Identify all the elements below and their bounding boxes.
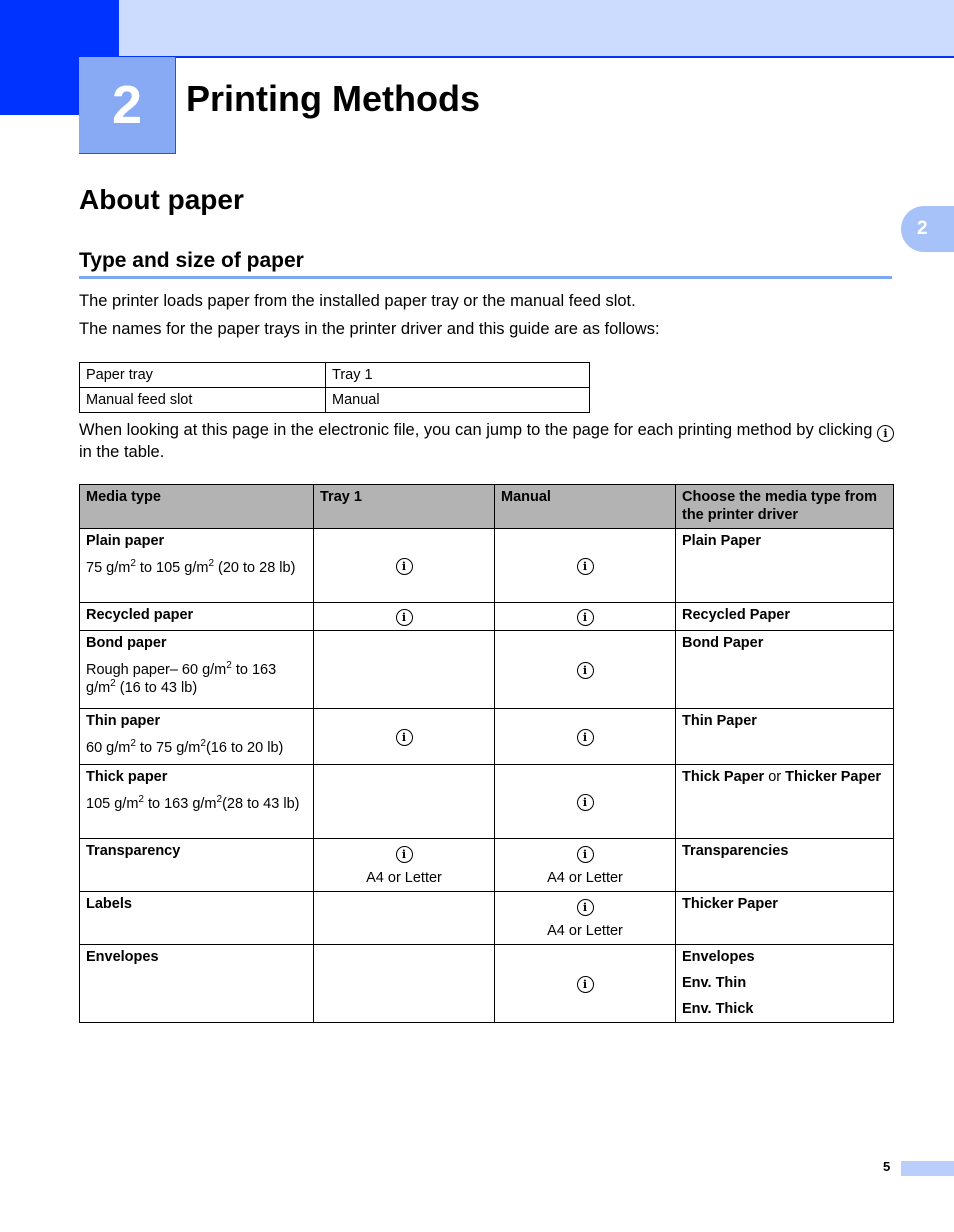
tray-name-cell: Manual feed slot [80, 388, 326, 413]
info-icon[interactable]: i [577, 558, 594, 575]
info-icon[interactable]: i [577, 662, 594, 679]
driver-media-type: Bond Paper [682, 635, 764, 651]
col-header-manual: Manual [495, 485, 676, 529]
driver-cell [676, 709, 894, 765]
chapter-side-tab[interactable]: 2 [901, 206, 954, 252]
info-icon[interactable]: i [577, 729, 594, 746]
driver-media-type: Transparencies [682, 843, 789, 859]
driver-media-type: Thick Paper [682, 769, 765, 785]
driver-or-text: or [764, 769, 786, 785]
tray1-cell [314, 839, 495, 892]
paragraph-tray-names: The names for the paper trays in the printer driver and this guide are as follows: [79, 320, 660, 338]
chapter-title: Printing Methods [186, 78, 480, 119]
info-icon[interactable]: i [577, 976, 594, 993]
media-type-weight: 75 $g/m^2$ to 105 $g/m^2$ (20 to 28 lb) [86, 558, 296, 576]
driver-cell [676, 603, 894, 631]
table-row [80, 363, 590, 388]
footer-bar [901, 1161, 954, 1176]
driver-media-type-thick: Env. Thick [682, 1001, 754, 1017]
table-row [80, 839, 894, 892]
media-type-cell [80, 765, 314, 839]
table-row [80, 388, 590, 413]
table-row [80, 765, 894, 839]
tray1-cell [314, 603, 495, 631]
driver-cell [676, 529, 894, 603]
media-type-cell [80, 529, 314, 603]
driver-cell [676, 892, 894, 945]
driver-cell [676, 631, 894, 709]
col-header-tray1: Tray 1 [314, 485, 495, 529]
media-type-cell [80, 603, 314, 631]
info-icon[interactable]: i [577, 794, 594, 811]
col-header-driver: Choose the media type from the printer driver [676, 485, 894, 529]
tray1-cell [314, 765, 495, 839]
table-row [80, 892, 894, 945]
driver-media-type-alt: Thicker Paper [785, 769, 882, 785]
col-header-media-type: Media type [80, 485, 314, 529]
media-type-weight: 105 $g/m^2$ to 163 $g/m^2(28$ to 43 lb) [86, 794, 300, 812]
media-type-cell [80, 945, 314, 1023]
manual-cell [495, 631, 676, 709]
table-row [80, 709, 894, 765]
tray1-cell [314, 709, 495, 765]
size-note: A4 or Letter [366, 870, 442, 886]
tray-name-cell: Paper tray [80, 363, 326, 388]
driver-media-type: Envelopes [682, 949, 755, 965]
jump-hint-text-end: in the table. [79, 443, 165, 461]
page-number: 5 [883, 1159, 891, 1174]
driver-media-type: Thin Paper [682, 713, 757, 729]
manual-cell [495, 529, 676, 603]
media-type-cell [80, 709, 314, 765]
driver-media-type: Plain Paper [682, 533, 761, 549]
table-header-row [80, 485, 894, 529]
media-type-table [79, 484, 894, 1023]
media-type-name: Bond paper [86, 635, 167, 651]
tray-value-cell: Tray 1 [326, 363, 590, 388]
paragraph-jump-hint [79, 420, 894, 462]
table-row [80, 603, 894, 631]
manual-cell [495, 945, 676, 1023]
media-type-name: Plain paper [86, 533, 165, 549]
jump-hint-text: When looking at this page in the electronic file, you can jump to the page for each printing method by clicking [79, 421, 873, 439]
media-type-name: Thick paper [86, 769, 168, 785]
tray-value-cell: Manual [326, 388, 590, 413]
size-note: A4 or Letter [547, 923, 623, 939]
manual-cell [495, 709, 676, 765]
media-type-name: Recycled paper [86, 607, 194, 623]
header-band [0, 0, 954, 56]
manual-cell [495, 892, 676, 945]
tray1-cell [314, 892, 495, 945]
media-type-name: Labels [86, 896, 132, 912]
subsection-title: Type and size of paper [79, 249, 304, 272]
media-type-name: Transparency [86, 843, 181, 859]
tray1-cell [314, 945, 495, 1023]
info-icon[interactable]: i [577, 899, 594, 916]
media-type-weight: Rough paper– 60 $g/m^2$ to 163 $g/m^2$ (16 to 43 lb) [86, 660, 277, 696]
info-icon[interactable]: i [396, 846, 413, 863]
chapter-number: 2 [79, 57, 176, 154]
driver-cell [676, 765, 894, 839]
table-row [80, 631, 894, 709]
info-icon: i [877, 425, 894, 442]
info-icon[interactable]: i [396, 558, 413, 575]
manual-cell [495, 603, 676, 631]
tray1-cell [314, 631, 495, 709]
tray1-cell [314, 529, 495, 603]
info-icon[interactable]: i [577, 846, 594, 863]
paragraph-intro: The printer loads paper from the installed paper tray or the manual feed slot. [79, 292, 636, 310]
driver-cell [676, 839, 894, 892]
driver-media-type: Thicker Paper [682, 896, 778, 912]
media-type-cell [80, 631, 314, 709]
info-icon[interactable]: i [396, 609, 413, 626]
tray-names-table [79, 362, 590, 413]
manual-cell [495, 839, 676, 892]
subsection-rule [79, 276, 892, 279]
driver-media-type-thin: Env. Thin [682, 975, 747, 991]
table-row [80, 945, 894, 1023]
info-icon[interactable]: i [396, 729, 413, 746]
section-title: About paper [79, 184, 244, 215]
media-type-weight: 60 $g/m^2$ to 75 $g/m^2(16$ to 20 lb) [86, 738, 284, 756]
media-type-name: Envelopes [86, 949, 159, 965]
table-row [80, 529, 894, 603]
info-icon[interactable]: i [577, 609, 594, 626]
size-note: A4 or Letter [547, 870, 623, 886]
manual-cell [495, 765, 676, 839]
media-type-name: Thin paper [86, 713, 161, 729]
driver-media-type: Recycled Paper [682, 607, 791, 623]
header-rule [118, 56, 954, 58]
media-type-cell [80, 839, 314, 892]
media-type-cell [80, 892, 314, 945]
driver-cell [676, 945, 894, 1023]
